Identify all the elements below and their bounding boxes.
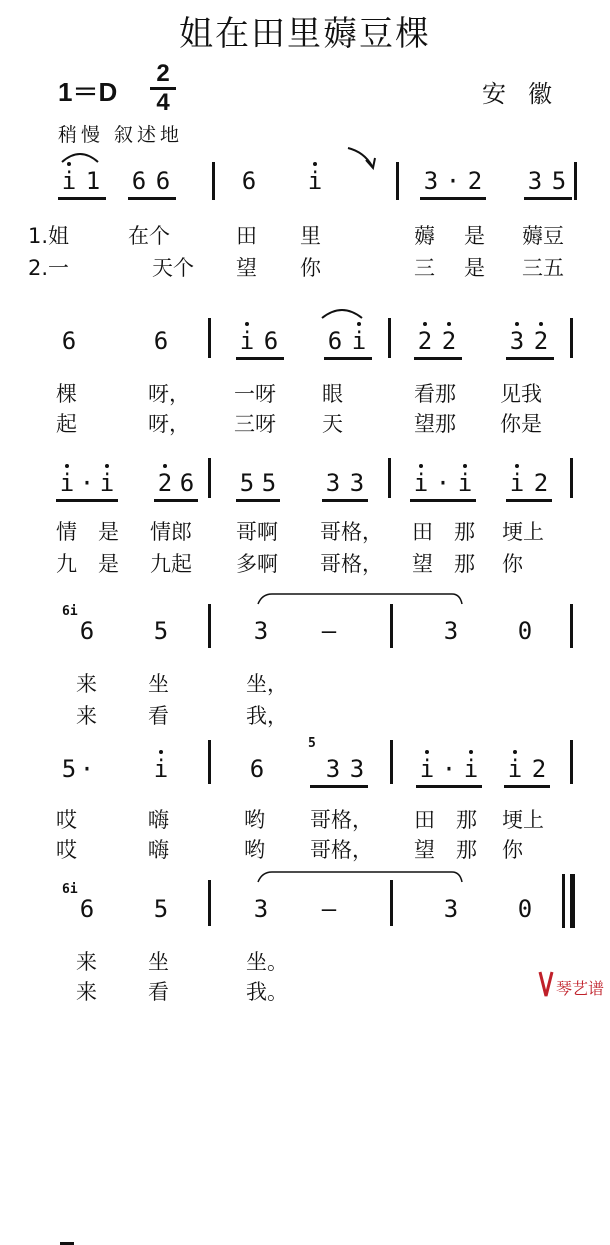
lyric: 看: [148, 980, 169, 1004]
note: i: [410, 470, 432, 496]
note: i: [504, 756, 526, 782]
lyric: 望那: [414, 412, 456, 436]
grace-notes: 6i: [62, 882, 78, 897]
note-dot: ·: [79, 469, 95, 497]
lyric: 2.一: [28, 256, 70, 280]
note: 2: [414, 328, 436, 354]
lyric: 坐: [148, 672, 169, 696]
lyric: 埂上: [502, 808, 544, 832]
note: 3: [423, 167, 439, 195]
key-signature: 1＝D: [58, 77, 118, 107]
note: 3: [253, 895, 269, 923]
note: 2: [531, 755, 547, 783]
lyric: 里: [300, 224, 321, 248]
lyric: 那: [456, 808, 477, 832]
bar-line: [208, 604, 211, 648]
note: 6: [327, 327, 343, 355]
lyric: 看: [148, 704, 169, 728]
lyric: 哟: [244, 808, 265, 832]
song-title: 姐在田里薅豆棵: [179, 14, 431, 54]
lyric: 九起: [150, 552, 192, 576]
note: i: [150, 756, 172, 782]
lyric: 眼: [322, 382, 343, 406]
note-dash: —: [321, 895, 337, 923]
note: 3: [527, 167, 543, 195]
lyric: 三: [414, 256, 435, 280]
note: 2: [154, 470, 176, 496]
note: i: [454, 470, 476, 496]
bar-line: [570, 604, 573, 648]
lyric: 在个: [128, 224, 170, 248]
note: 6: [79, 617, 95, 645]
lyric: 三呀: [234, 412, 276, 436]
lyric: 呀，: [148, 412, 190, 436]
grace-notes: 5: [308, 736, 316, 751]
note: 2: [533, 469, 549, 497]
lyric: 你是: [500, 412, 542, 436]
time-sig-top: 2: [156, 60, 170, 87]
lyric: 哟: [244, 838, 265, 862]
note-dot: ·: [441, 755, 457, 783]
bar-line: [570, 458, 573, 498]
bar-line: [390, 604, 393, 648]
note: 6: [179, 469, 195, 497]
note: 1: [85, 167, 101, 195]
bar-line: [390, 740, 393, 784]
note: i: [506, 470, 528, 496]
note: 5: [261, 469, 277, 497]
note: 6: [241, 167, 257, 195]
bar-line: [396, 162, 399, 200]
note: 3: [506, 328, 528, 354]
lyric: 三五: [522, 256, 564, 280]
lyric: 是: [98, 520, 119, 544]
note: 3: [349, 469, 365, 497]
song-origin: 安徽: [482, 80, 574, 108]
note: 6: [249, 755, 265, 783]
note: 6: [153, 327, 169, 355]
note: i: [58, 168, 80, 194]
lyric: 薅: [414, 224, 435, 248]
lyric: 呀，: [148, 382, 190, 406]
note: 5: [239, 469, 255, 497]
watermark-text: 琴艺谱: [556, 979, 605, 998]
lyric: 那: [454, 552, 475, 576]
lyric: 天个: [152, 256, 194, 280]
note: 6: [155, 167, 171, 195]
note-rest: 0: [517, 895, 533, 923]
lyric: 天: [322, 412, 343, 436]
final-bar-line-thick: [570, 874, 575, 928]
lyric: 我，: [246, 704, 288, 728]
lyric: 那: [454, 520, 475, 544]
bar-line: [208, 740, 211, 784]
note-dot: ·: [445, 167, 461, 195]
note: i: [236, 328, 258, 354]
note: 5: [61, 755, 77, 783]
lyric: 哥格，: [320, 520, 383, 544]
watermark-logo-icon: [540, 972, 552, 996]
lyric: 埂上: [502, 520, 544, 544]
lyric: 田: [236, 224, 257, 248]
bar-line: [570, 318, 573, 358]
lyric: 坐: [148, 950, 169, 974]
lyric: 见我: [500, 382, 542, 406]
lyric: 那: [456, 838, 477, 862]
bar-line: [390, 880, 393, 926]
slur-mark: [62, 154, 98, 162]
lyric: 你: [502, 838, 523, 862]
grace-notes: 6i: [62, 604, 78, 619]
note: 2: [438, 328, 460, 354]
lyric: 是: [464, 224, 485, 248]
note: 3: [349, 755, 365, 783]
lyric: 哥啊: [236, 520, 278, 544]
lyric: 嗨: [148, 838, 169, 862]
note-dot: ·: [435, 469, 451, 497]
lyric: 是: [464, 256, 485, 280]
lyric: 来: [76, 980, 97, 1004]
lyric: 哥格，: [320, 552, 383, 576]
bar-line: [388, 318, 391, 358]
lyric: 嗨: [148, 808, 169, 832]
note: 5: [551, 167, 567, 195]
lyric: 来: [76, 950, 97, 974]
note-dot: ·: [79, 755, 95, 783]
note: 2: [467, 167, 483, 195]
lyric: 田: [414, 808, 435, 832]
lyric: 来: [76, 704, 97, 728]
lyric: 坐，: [246, 672, 288, 696]
lyric: 你: [300, 256, 321, 280]
lyric: 情郎: [150, 520, 192, 544]
lyric: 棵: [56, 382, 77, 406]
note: 3: [443, 895, 459, 923]
note: i: [56, 470, 78, 496]
bar-line: [208, 458, 211, 498]
bar-line: [574, 162, 577, 200]
bar-line: [388, 458, 391, 498]
lyric: 薅豆: [522, 224, 564, 248]
lyric: 坐。: [246, 950, 288, 974]
note-rest: 0: [517, 617, 533, 645]
note: i: [304, 168, 326, 194]
lyric: 哎: [56, 808, 77, 832]
bar-line: [570, 740, 573, 784]
final-bar-line-thin: [562, 874, 565, 928]
note: 3: [253, 617, 269, 645]
note: 3: [325, 755, 341, 783]
lyric: 一呀: [234, 382, 276, 406]
lyric: 望: [236, 256, 257, 280]
slur-mark: [322, 310, 362, 318]
lyric: 九: [56, 552, 77, 576]
note: 5: [153, 895, 169, 923]
lyric: 来: [76, 672, 97, 696]
note: 6: [61, 327, 77, 355]
note: i: [96, 470, 118, 496]
bar-line: [208, 880, 211, 926]
note: i: [348, 328, 370, 354]
note: 2: [530, 328, 552, 354]
note-dash: —: [321, 617, 337, 645]
note: i: [460, 756, 482, 782]
bar-line: [212, 162, 215, 200]
note: 3: [443, 617, 459, 645]
lyric: 多啊: [236, 552, 278, 576]
lyric: 情: [56, 520, 77, 544]
tie-mark: [258, 872, 462, 882]
lyric: 我。: [246, 980, 288, 1004]
lyric: 望: [412, 552, 433, 576]
note: 6: [263, 327, 279, 355]
lyric: 你: [502, 552, 523, 576]
time-sig-bottom: 4: [156, 89, 170, 116]
lyric: 哎: [56, 838, 77, 862]
lyric: 田: [412, 520, 433, 544]
lyric: 看那: [414, 382, 456, 406]
note: 6: [79, 895, 95, 923]
lyric: 1.姐: [28, 224, 70, 248]
note: 3: [325, 469, 341, 497]
lyric: 哥格，: [310, 808, 373, 832]
lyric: 望: [414, 838, 435, 862]
note: 6: [131, 167, 147, 195]
bar-line: [208, 318, 211, 358]
lyric: 哥格，: [310, 838, 373, 862]
tie-mark: [258, 594, 462, 604]
tempo-marking: 稍慢 叙述地: [58, 124, 184, 146]
lyric: 起: [56, 412, 77, 436]
lyric: 是: [98, 552, 119, 576]
note: 5: [153, 617, 169, 645]
note: i: [416, 756, 438, 782]
